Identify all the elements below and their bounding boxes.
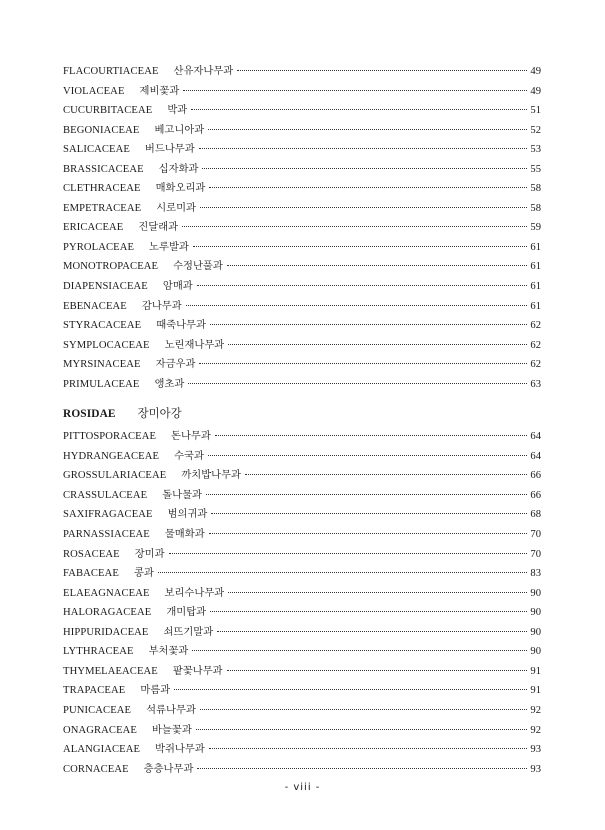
page-number: 64 — [530, 450, 541, 462]
family-latin-name: HIPPURIDACEAE — [63, 626, 149, 638]
page-number: 55 — [530, 163, 541, 175]
toc-entry[interactable] — [63, 642, 541, 662]
family-korean-name: 까치밥나무과 — [181, 469, 242, 482]
toc-entry[interactable] — [63, 545, 541, 565]
dot-leader — [158, 572, 527, 573]
dot-leader — [209, 748, 527, 749]
family-latin-name: ALANGIACEAE — [63, 744, 141, 756]
dot-leader — [208, 129, 527, 130]
toc-entry[interactable] — [63, 603, 541, 623]
family-korean-name: 쇠뜨기말과 — [163, 625, 214, 638]
toc-entry[interactable] — [63, 466, 541, 486]
page-number: 49 — [530, 66, 541, 77]
dot-leader — [186, 305, 527, 306]
page-number: 70 — [530, 548, 541, 560]
page-number: 62 — [530, 339, 541, 351]
family-latin-name: TRAPACEAE — [63, 685, 126, 697]
toc-entry[interactable] — [63, 277, 541, 297]
family-korean-name: 때죽나무과 — [156, 319, 206, 332]
section-heading-latin: ROSIDAE — [63, 408, 116, 421]
page-number: 61 — [530, 281, 541, 293]
family-korean-name: 십자화과 — [158, 162, 199, 175]
toc-entry[interactable] — [63, 760, 541, 780]
dot-leader — [211, 513, 527, 514]
family-latin-name: CLETHRACEAE — [63, 183, 141, 195]
family-latin-name: MYRSINACEAE — [63, 359, 141, 371]
dot-leader — [191, 109, 527, 110]
page-number: 64 — [530, 431, 541, 443]
family-latin-name: ONAGRACEAE — [63, 724, 137, 736]
family-latin-name: BRASSICACEAE — [63, 163, 144, 175]
family-latin-name: VIOLACEAE — [63, 85, 125, 97]
toc-entry[interactable] — [63, 121, 541, 141]
family-latin-name: EMPETRACEAE — [63, 202, 142, 214]
dot-leader — [169, 553, 527, 554]
family-latin-name: PRIMULACEAE — [63, 378, 140, 390]
toc-group-1 — [63, 62, 541, 394]
dot-leader — [227, 670, 527, 671]
toc-entry[interactable] — [63, 238, 541, 258]
table-of-contents — [63, 62, 541, 779]
page-number: 58 — [530, 202, 541, 214]
section-heading-korean: 장미아강 — [137, 406, 182, 421]
family-korean-name: 매화오리과 — [155, 182, 206, 195]
page-number: 90 — [530, 607, 541, 619]
page-number-footer: - viii - — [284, 782, 321, 793]
page-number: 90 — [530, 646, 541, 658]
family-latin-name: PARNASSIACEAE — [63, 529, 150, 541]
dot-leader — [217, 631, 527, 632]
family-latin-name: ELAEAGNACEAE — [63, 587, 150, 599]
page-number: 92 — [530, 724, 541, 736]
toc-entry[interactable] — [63, 140, 541, 160]
family-latin-name: EBENACEAE — [63, 300, 127, 312]
toc-entry[interactable] — [63, 623, 541, 643]
toc-entry[interactable] — [63, 701, 541, 721]
family-korean-name: 암매과 — [162, 280, 193, 293]
toc-entry[interactable] — [63, 681, 541, 701]
toc-entry[interactable] — [63, 505, 541, 525]
page-number: 90 — [530, 587, 541, 599]
toc-entry[interactable] — [63, 257, 541, 277]
family-korean-name: 마름과 — [140, 684, 171, 697]
family-korean-name: 석류나무과 — [146, 703, 196, 716]
family-korean-name: 돌나물과 — [162, 488, 202, 501]
family-latin-name: PUNICACEAE — [63, 704, 132, 716]
dot-leader — [174, 689, 527, 690]
family-korean-name: 개미탑과 — [166, 606, 207, 619]
page-number: 68 — [530, 509, 541, 521]
family-korean-name: 콩과 — [133, 567, 154, 580]
family-korean-name: 범의귀과 — [167, 508, 208, 521]
toc-entry[interactable] — [63, 375, 541, 395]
toc-entry[interactable] — [63, 662, 541, 682]
dot-leader — [196, 729, 527, 730]
family-korean-name: 보리수나무과 — [164, 586, 225, 599]
page-number: 61 — [530, 241, 541, 253]
dot-leader — [208, 455, 527, 456]
dot-leader — [197, 768, 527, 769]
page-number: 61 — [530, 261, 541, 273]
dot-leader — [228, 592, 527, 593]
page-number: 93 — [530, 744, 541, 756]
family-korean-name: 제비꽃과 — [139, 84, 180, 97]
toc-entry[interactable] — [63, 564, 541, 584]
family-latin-name: LYTHRACEAE — [63, 646, 134, 658]
family-latin-name: HALORAGACEAE — [63, 607, 152, 619]
toc-entry[interactable] — [63, 584, 541, 604]
family-korean-name: 돈나무과 — [171, 430, 211, 443]
family-korean-name: 물매화과 — [164, 528, 205, 541]
page-number: 58 — [530, 183, 541, 195]
dot-leader — [206, 494, 527, 495]
toc-entry[interactable] — [63, 486, 541, 506]
family-latin-name: CRASSULACEAE — [63, 489, 148, 501]
toc-entry[interactable] — [63, 721, 541, 741]
family-korean-name: 노루발과 — [149, 240, 189, 253]
dot-leader — [199, 363, 527, 364]
page-number: 62 — [530, 320, 541, 332]
dot-leader — [188, 383, 527, 384]
family-latin-name: BEGONIACEAE — [63, 124, 140, 136]
family-korean-name: 수국과 — [174, 449, 204, 462]
toc-entry[interactable] — [63, 179, 541, 199]
family-latin-name: MONOTROPACEAE — [63, 261, 159, 273]
dot-leader — [227, 265, 527, 266]
family-latin-name: SALICACEAE — [63, 144, 130, 156]
toc-entry[interactable] — [63, 336, 541, 356]
dot-leader — [193, 246, 527, 247]
dot-leader — [209, 187, 527, 188]
toc-entry[interactable] — [63, 218, 541, 238]
toc-entry[interactable] — [63, 82, 541, 102]
family-korean-name: 베고니아과 — [154, 123, 205, 136]
family-latin-name: SAXIFRAGACEAE — [63, 509, 153, 521]
family-korean-name: 시로미과 — [156, 201, 196, 214]
toc-entry[interactable] — [63, 160, 541, 180]
toc-entry[interactable] — [63, 427, 541, 447]
dot-leader — [183, 90, 527, 91]
dot-leader — [200, 709, 527, 710]
dot-leader — [215, 435, 527, 436]
family-latin-name: GROSSULARIACEAE — [63, 470, 167, 482]
family-korean-name: 진달래과 — [138, 221, 179, 234]
dot-leader — [209, 533, 527, 534]
toc-entry[interactable] — [63, 297, 541, 317]
toc-group-2 — [63, 427, 541, 779]
dot-leader — [210, 324, 527, 325]
toc-entry[interactable] — [63, 740, 541, 760]
family-latin-name: ROSACEAE — [63, 548, 120, 560]
dot-leader — [237, 70, 527, 71]
page-number: 59 — [530, 222, 541, 234]
family-korean-name: 감나무과 — [141, 299, 182, 312]
page-number: 63 — [530, 378, 541, 390]
dot-leader — [197, 285, 527, 286]
dot-leader — [182, 226, 527, 227]
toc-entry[interactable] — [63, 355, 541, 375]
page-number: 91 — [530, 665, 541, 677]
family-latin-name: ERICACEAE — [63, 222, 124, 234]
page-number: 83 — [530, 568, 541, 580]
family-korean-name: 수정난풀과 — [173, 260, 223, 273]
page-number: 62 — [530, 359, 541, 371]
dot-leader — [210, 611, 527, 612]
page-number: 93 — [530, 763, 541, 775]
toc-entry[interactable] — [63, 316, 541, 336]
dot-leader — [245, 474, 527, 475]
page-number: 66 — [530, 470, 541, 482]
family-korean-name: 자금우과 — [155, 358, 196, 371]
page-number: 91 — [530, 685, 541, 697]
family-latin-name: DIAPENSIACEAE — [63, 281, 148, 293]
dot-leader — [200, 207, 527, 208]
toc-entry[interactable] — [63, 447, 541, 467]
family-korean-name: 박쥐나무과 — [155, 743, 205, 756]
family-latin-name: FLACOURTIACEAE — [63, 66, 159, 77]
family-latin-name: PYROLACEAE — [63, 241, 135, 253]
page-number: 66 — [530, 489, 541, 501]
family-korean-name: 박과 — [167, 104, 188, 117]
family-korean-name: 노린재나무과 — [164, 338, 225, 351]
page-number: 51 — [530, 105, 541, 117]
family-korean-name: 부처꽃과 — [148, 645, 189, 658]
family-latin-name: SYMPLOCACEAE — [63, 339, 150, 351]
family-korean-name: 장미과 — [134, 547, 165, 560]
family-korean-name: 팥꽃나무과 — [172, 664, 223, 677]
family-korean-name: 앵초과 — [154, 377, 185, 390]
page-number: 70 — [530, 529, 541, 541]
family-latin-name: CORNACEAE — [63, 763, 129, 775]
toc-entry[interactable] — [63, 101, 541, 121]
family-latin-name: THYMELAEACEAE — [63, 665, 158, 677]
page-number: 92 — [530, 704, 541, 716]
page-number: 52 — [530, 124, 541, 136]
dot-leader — [199, 148, 527, 149]
family-korean-name: 산유자나무과 — [173, 65, 234, 77]
toc-entry[interactable] — [63, 62, 541, 82]
dot-leader — [202, 168, 527, 169]
family-latin-name: HYDRANGEACEAE — [63, 450, 160, 462]
family-latin-name: PITTOSPORACEAE — [63, 431, 157, 443]
page-number: 90 — [530, 626, 541, 638]
family-korean-name: 버드나무과 — [144, 143, 195, 156]
family-korean-name: 바늘꽃과 — [151, 723, 192, 736]
toc-entry[interactable] — [63, 525, 541, 545]
family-latin-name: STYRACACEAE — [63, 320, 142, 332]
family-korean-name: 층층나무과 — [143, 762, 194, 775]
toc-entry[interactable] — [63, 199, 541, 219]
dot-leader — [192, 650, 527, 651]
family-latin-name: FABACEAE — [63, 568, 119, 580]
page-number: 49 — [530, 85, 541, 97]
section-heading — [63, 405, 541, 425]
page-number: 53 — [530, 144, 541, 156]
family-latin-name: CUCURBITACEAE — [63, 105, 153, 117]
page-number: 61 — [530, 300, 541, 312]
dot-leader — [228, 344, 527, 345]
